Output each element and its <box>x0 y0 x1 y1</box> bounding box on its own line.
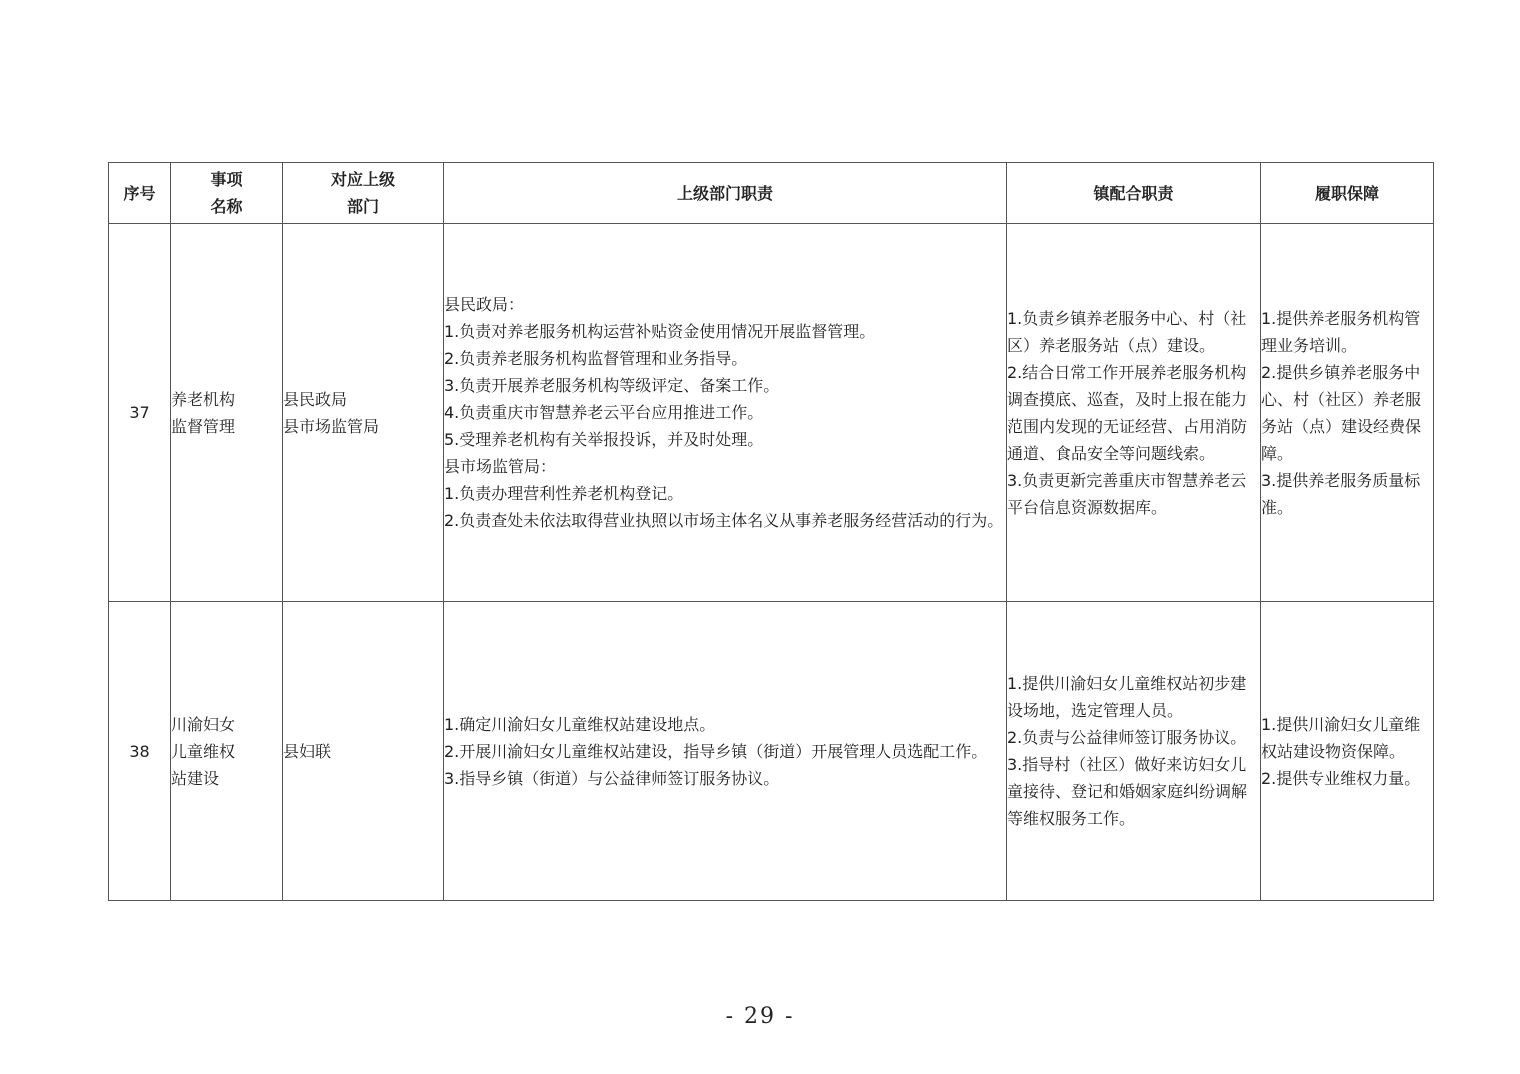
header-number: 序号 <box>109 163 171 224</box>
superior-dept: 县妇联 <box>283 602 444 901</box>
town-duties: 1.提供川渝妇女儿童维权站初步建设场地，选定管理人员。 2.负责与公益律师签订服务协议。 3.指导村（社区）做好来访妇女儿童接待、登记和婚姻家庭纠纷调解等维权服务工作。 <box>1007 602 1261 901</box>
header-guarantee: 履职保障 <box>1261 163 1434 224</box>
superior-duties: 1.确定川渝妇女儿童维权站建设地点。 2.开展川渝妇女儿童维权站建设，指导乡镇（街道）开展管理人员选配工作。 3.指导乡镇（街道）与公益律师签订服务协议。 <box>444 602 1007 901</box>
item-name: 川渝妇女 儿童维权 站建设 <box>171 602 283 901</box>
header-town-duties: 镇配合职责 <box>1007 163 1261 224</box>
header-item-name: 事项 名称 <box>171 163 283 224</box>
duty-table <box>108 162 1434 901</box>
row-number: 37 <box>109 224 171 602</box>
guarantee: 1.提供养老服务机构管理业务培训。 2.提供乡镇养老服务中心、村（社区）养老服务站（点）建设经费保障。 3.提供养老服务质量标准。 <box>1261 224 1434 602</box>
table-row <box>109 602 1434 901</box>
page-number: - 29 - <box>725 1004 795 1029</box>
superior-dept: 县民政局 县市场监管局 <box>283 224 444 602</box>
guarantee: 1.提供川渝妇女儿童维权站建设物资保障。 2.提供专业维权力量。 <box>1261 602 1434 901</box>
item-name: 养老机构 监督管理 <box>171 224 283 602</box>
table-row <box>109 224 1434 602</box>
header-superior-dept: 对应上级 部门 <box>283 163 444 224</box>
town-duties: 1.负责乡镇养老服务中心、村（社区）养老服务站（点）建设。 2.结合日常工作开展养老服务机构调查摸底、巡查，及时上报在能力范围内发现的无证经营、占用消防通道、食品安全等问题线索。 3.负责更新完善重庆市智慧养老云平台信息资源数据库。 <box>1007 224 1261 602</box>
row-number: 38 <box>109 602 171 901</box>
header-row <box>109 163 1434 224</box>
superior-duties: 县民政局： 1.负责对养老服务机构运营补贴资金使用情况开展监督管理。 2.负责养老服务机构监督管理和业务指导。 3.负责开展养老服务机构等级评定、备案工作。 4.负责重庆市智慧养老云平台应用推进工作。 5.受理养老机构有关举报投诉，并及时处理。 县市场监管局： 1.负责办理营利性养老机构登记。 2.负责查处未依法取得营业执照以市场主体名义从事养老服务经营活动的行为。 <box>444 224 1007 602</box>
header-superior-duties: 上级部门职责 <box>444 163 1007 224</box>
